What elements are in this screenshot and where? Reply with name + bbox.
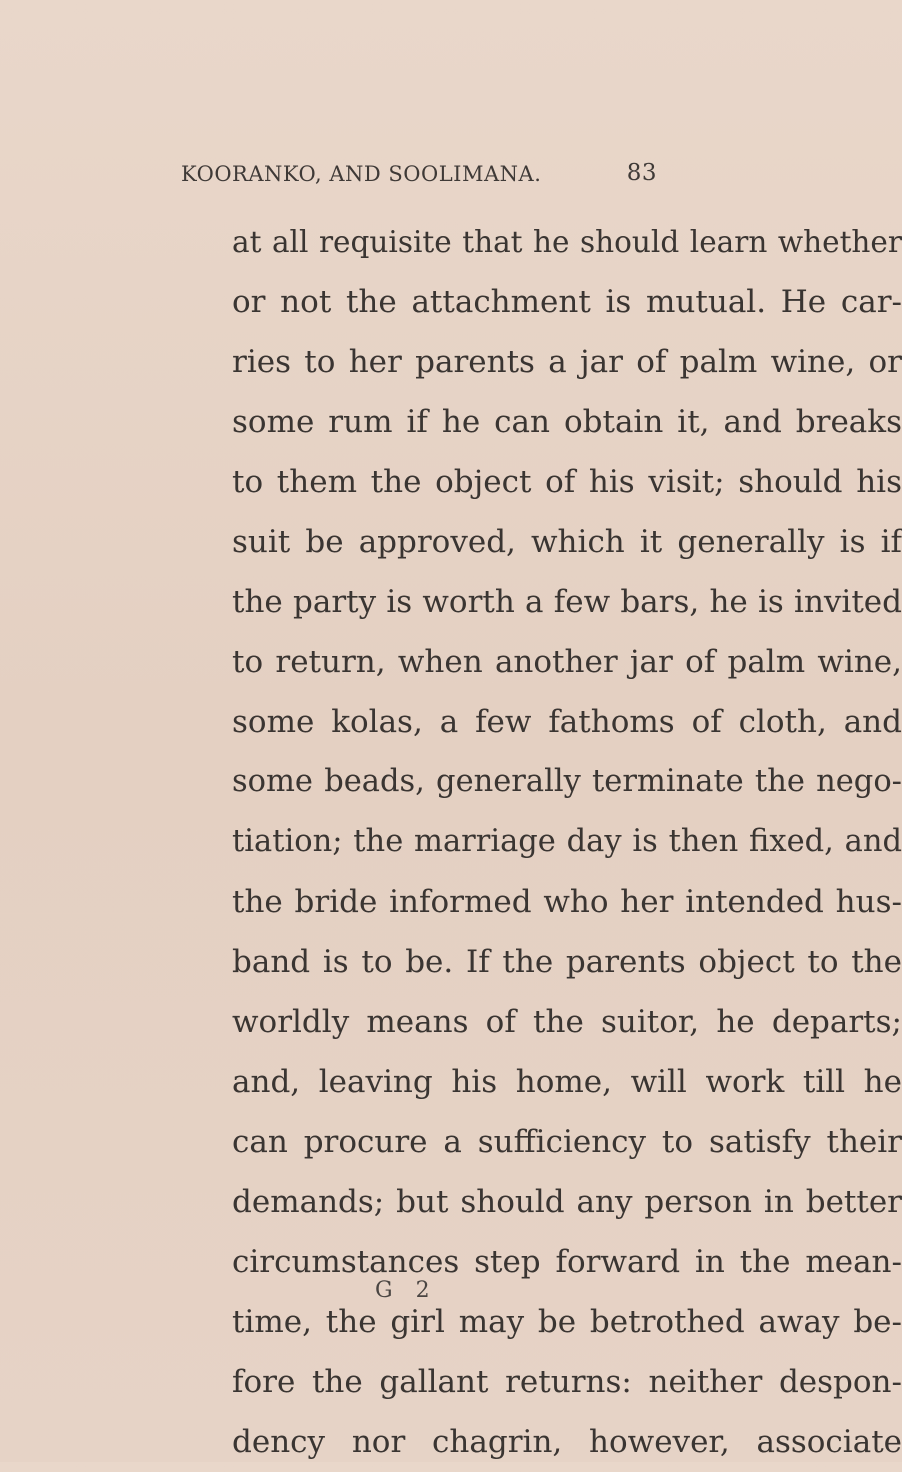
text-line: ries to her parents a jar of palm wine, or <box>232 344 902 380</box>
text-line: circumstances step forward in the mean- <box>232 1244 902 1280</box>
text-line: the bride informed who her intended hus- <box>232 884 902 920</box>
text-line: some rum if he can obtain it, and breaks <box>232 404 902 440</box>
text-line: or not the attachment is mutual. He car- <box>232 284 902 320</box>
text-line: and, leaving his home, will work till he <box>232 1064 902 1100</box>
text-line: some kolas, a few fathoms of cloth, and <box>232 704 902 740</box>
text-line: band is to be. If the parents object to the <box>232 944 902 980</box>
running-header <box>181 158 657 194</box>
text-line: at all requisite that he should learn whether <box>232 225 902 259</box>
text-line: to return, when another jar of palm wine, <box>232 644 902 680</box>
text-line: time, the girl may be betrothed away be- <box>232 1304 902 1340</box>
text-line: the party is worth a few bars, he is invited <box>232 584 902 620</box>
page-number: 83 <box>626 160 657 186</box>
text-line: fore the gallant returns: neither despon- <box>232 1364 902 1400</box>
text-line: suit be approved, which it generally is if <box>232 524 902 560</box>
text-line: tiation; the marriage day is then fixed, and <box>232 824 902 859</box>
text-line: demands; but should any person in better <box>232 1184 902 1220</box>
running-title: KOORANKO, AND SOOLIMANA. <box>181 162 542 186</box>
text-line: dency nor chagrin, however, associate <box>232 1424 902 1460</box>
text-line: worldly means of the suitor, he departs; <box>232 1004 902 1040</box>
text-line: can procure a sufficiency to satisfy their <box>232 1124 902 1160</box>
text-line: some beads, generally terminate the nego- <box>232 764 902 799</box>
text-line: to them the object of his visit; should his <box>232 464 902 500</box>
signature-mark: G 2 <box>375 1278 438 1303</box>
